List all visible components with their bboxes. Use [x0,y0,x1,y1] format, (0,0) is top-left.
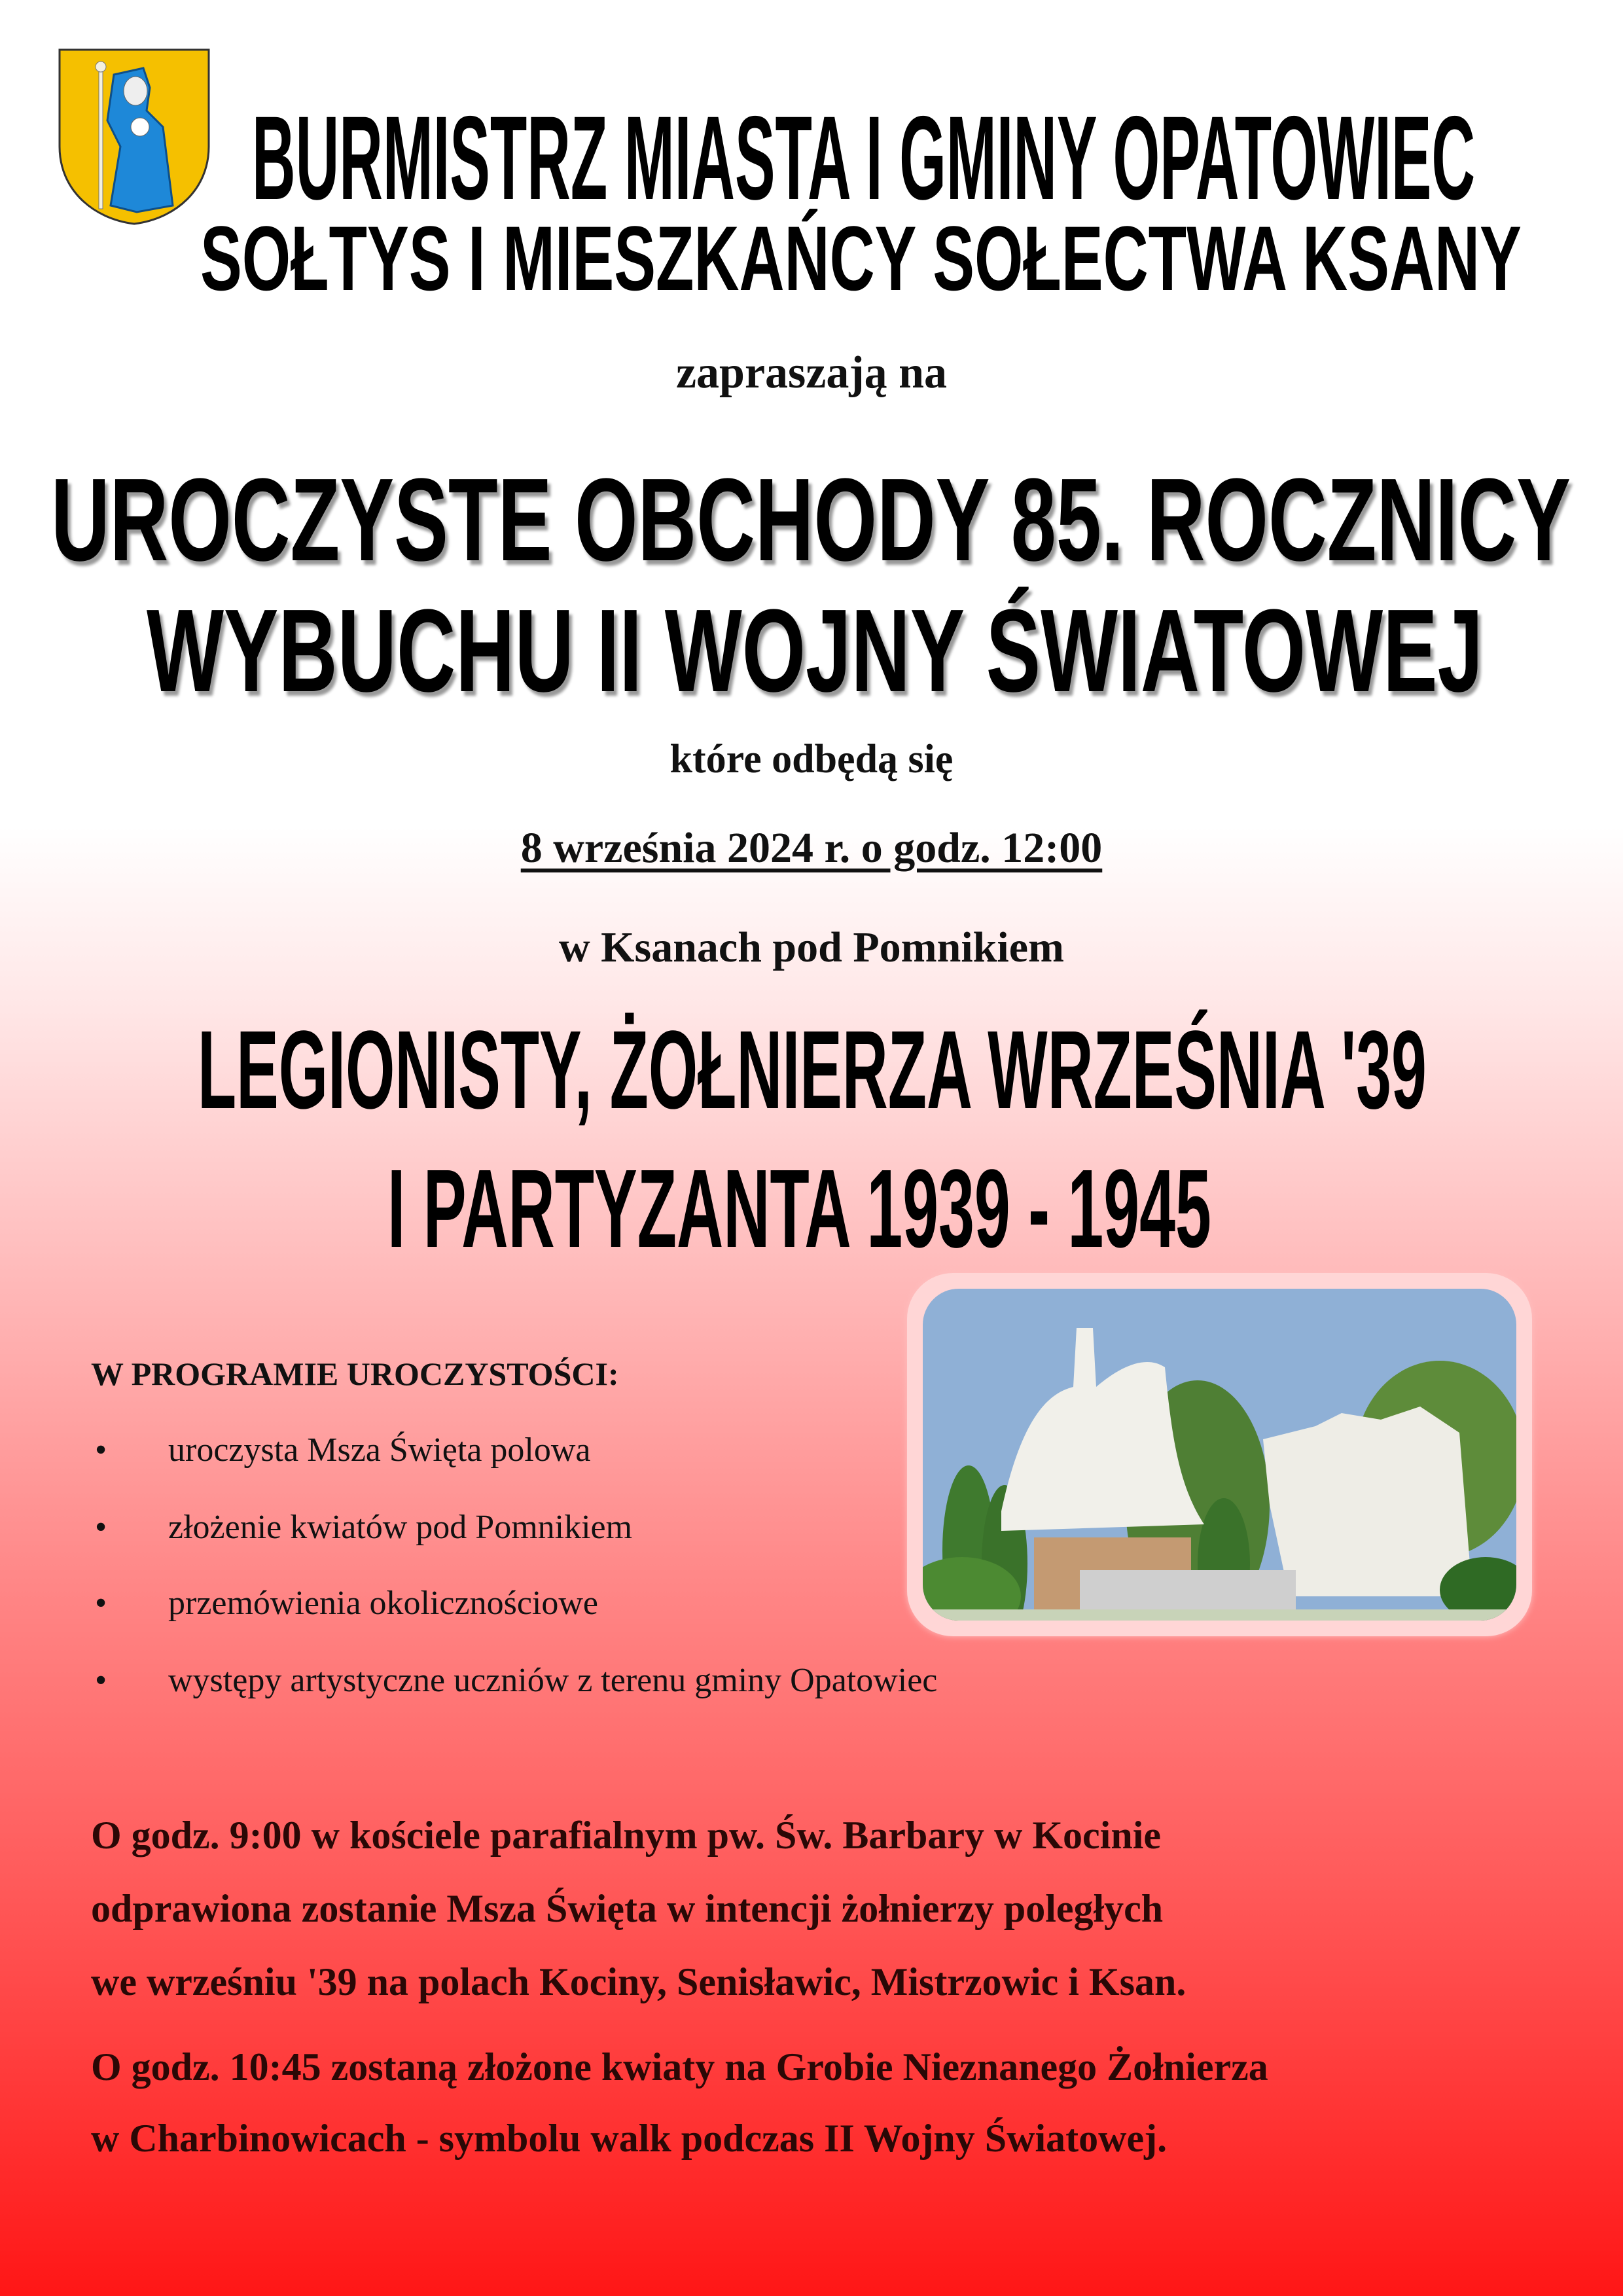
note-1-line: we wrześniu '39 na polach Kociny, Senisławic, Mistrzowic i Ksan. [91,1960,1186,2003]
program-item [95,1584,598,1623]
header-line-2: SOŁTYS I MIESZKAŃCY SOŁECTWA KSANY [200,207,1522,310]
note-2-line: O godz. 10:45 zostaną złożone kwiaty na Grobie Nieznanego Żołnierza [91,2045,1268,2089]
title-line-1: UROCZYSTE OBCHODY 85. ROCZNICY [51,454,1571,586]
header-line-1: BURMISTRZ MIASTA I GMINY OPATOWIEC [252,91,1476,224]
title-line-2: WYBUCHU II WOJNY ŚWIATOWEJ [147,585,1484,717]
monument-photo [923,1289,1516,1621]
invite-text: zapraszają na [675,348,948,398]
bullet-icon: • [95,1585,107,1622]
monument-line-1: LEGIONISTY, ŻOŁNIERZA WRZEŚNIA '39 [198,1008,1427,1132]
event-date: 8 września 2024 r. o godz. 12:00 [520,824,1103,872]
event-intro: które odbędą się [669,737,954,781]
bullet-icon: • [95,1509,107,1546]
monument-line-2: I PARTYZANTA 1939 - 1945 [387,1147,1211,1271]
bullet-icon: • [95,1431,107,1469]
program-heading: W PROGRAMIE UROCZYSTOŚCI: [91,1355,619,1392]
event-place: w Ksanach pod Pomnikiem [559,924,1064,971]
program-item [95,1431,590,1469]
program-item-text: występy artystyczne uczniów z terenu gminy Opatowiec [168,1662,938,1699]
coat-of-arms-logo [58,48,210,225]
note-1-line: O godz. 9:00 w kościele parafialnym pw. Św. Barbary w Kocinie [91,1814,1161,1857]
bullet-icon: • [95,1662,107,1699]
note-2-line: w Charbinowicach - symbolu walk podczas II Wojny Światowej. [91,2117,1168,2160]
program-item-text: złożenie kwiatów pod Pomnikiem [168,1509,633,1546]
note-1-line: odprawiona zostanie Msza Święta w intencji żołnierzy poległych [91,1887,1164,1930]
program-item [95,1661,937,1700]
program-item-text: przemówienia okolicznościowe [168,1585,598,1622]
program-item [95,1508,632,1547]
program-item-text: uroczysta Msza Święta polowa [168,1431,591,1469]
monument-photo-frame [907,1273,1532,1636]
